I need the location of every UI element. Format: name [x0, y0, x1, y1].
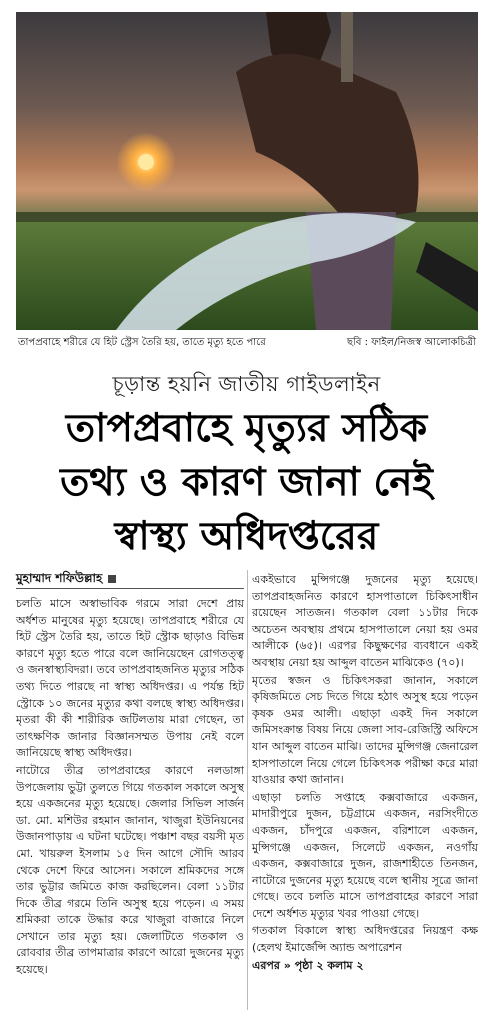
author-name: মুহাম্মাদ শফিউল্লাহ — [16, 571, 103, 585]
headline-line-2: তথ্য ও কারণ জানা নেই — [60, 460, 433, 505]
photo-illustration — [16, 12, 478, 330]
byline-rule — [16, 588, 244, 589]
photo-credit: ছবি : ফাইল/নিজস্ব আলোকচিত্রী — [347, 337, 476, 348]
paragraph: গতকাল বিকালে স্বাস্থ্য অধিদপ্তরের নিয়ন্ত্রণ কক্ষ (হেলথ ইমার্জেন্সি অ্যান্ড অপারেশন — [252, 924, 478, 955]
headline-line-3: স্বাস্থ্য অধিদপ্তরের — [114, 514, 379, 559]
man-body — [236, 54, 419, 222]
paragraph: নাটোরে তীব্র তাপপ্রবাহের কারণে নলডাঙ্গা উপজেলায় ভুট্টা তুলতে গিয়ে গতকাল সকালে অসুস্থ হয়ে একজনের মৃত্যু হয়েছে। জেলার সিভিল সার্জন ডা. মো. মশিউর রহমান জানান, খাজুরা ইউনিয়নের উজানপাড়ায় এ ঘটনা ঘটেছে। পঞ্চাশ বছর বয়সী মৃত মো. খায়রুল ইসলাম ১৫ দিন আগে সৌদি আরব থেকে দেশে ফিরে আসেন। সকালে শ্রমিকদের সঙ্গে তার ভুট্টার জমিতে কাজ করছিলেন। বেলা ১১টার দিকে তীব্র গরমে তিনি অসুস্থ হয়ে পড়েন। এ সময় শ্রমিকরা তাকে উদ্ধার করে খাজুরা বাজারে নিলে সেখানে তার মৃত্যু হয়। জেলাটিতে গতকাল ও রোববার তীব্র তাপমাত্রার কারণে আরো দুজনের মৃত্যু হয়েছে। — [16, 763, 244, 977]
kicker: চূড়ান্ত হয়নি জাতীয় গাইডলাইন — [112, 372, 381, 396]
headline-line-1: তাপপ্রবাহে মৃত্যুর সঠিক — [65, 406, 428, 451]
sun — [138, 154, 154, 170]
headline — [10, 402, 483, 564]
byline — [16, 570, 244, 590]
caption-text: তাপপ্রবাহে শরীরে যে হিট স্ট্রেস তৈরি হয়, তাতে মৃত্যু হতে পারে — [18, 337, 266, 348]
article-column-right — [252, 572, 478, 975]
paragraph: চলতি মাসে অস্বাভাবিক গরমে সারা দেশে প্রায় অর্ধশত মানুষের মৃত্যু হয়েছে। তাপপ্রবাহে শরীরে যে হিট স্ট্রেস তৈরি হয়, তাতে হিট স্ট্রোক ছাড়াও বিভিন্ন কারণে মৃত্যু হতে পারে বলে জানিয়েছেন রোগতত্ত্ব ও জনস্বাস্থ্যবিদরা। তবে তাপপ্রবাহজনিত মৃত্যুর সঠিক তথ্য দিতে পারছে না স্বাস্থ্য অধিদপ্তর। এ পর্যন্ত হিট স্ট্রোকে ১০ জনের মৃত্যুর কথা বলছে স্বাস্থ্য অধিদপ্তর। মৃতরা কী কী শারীরিক জটিলতায় মারা গেছেন, তা তাৎক্ষণিক জানার বিজ্ঞানসম্মত উপায় নেই বলে জানিয়েছে স্বাস্থ্য অধিদপ্তর। — [16, 597, 244, 760]
paragraph: একইভাবে মুন্সিগঞ্জে দুজনের মৃত্যু হয়েছে। তাপপ্রবাহজনিত কারণে হাসপাতালে চিকিৎসাধীন রয়েছেন সাতজন। গতকাল বেলা ১১টার দিকে অচেতন অবস্থায় প্রথমে হাসপাতালে নেয়া হয় ওমর আলীকে (৬৫)। এরপর কিছুক্ষণের ব্যবধানে একই অবস্থায় নেয়া হয় আব্দুল বাতেন মাঝিকেও (৭০)। — [252, 573, 478, 669]
photo-caption — [16, 333, 478, 349]
article-column-left — [16, 596, 244, 980]
paragraph: মৃতের স্বজন ও চিকিৎসকরা জানান, সকালে কৃষিজমিতে সেচ দিতে গিয়ে হঠাৎ অসুস্থ হয়ে পড়েন কৃষক ওমর আলী। এছাড়া একই দিন সকালে জমিসংক্রান্ত বিষয় নিয়ে জেলা সাব-রেজিস্ট্রি অফিসে যান আব্দুল বাতেন মাঝি। তাদের মুন্সিগঞ্জ জেনারেল হাসপাতালে নিয়ে গেলে চিকিৎসক পরীক্ষা করে মারা যাওয়ার কথা জানান। — [252, 673, 478, 787]
byline-square-icon — [108, 575, 116, 583]
column-divider — [247, 570, 248, 1010]
news-photo — [16, 12, 478, 330]
paragraph: এছাড়া চলতি সপ্তাহে কক্সবাজারে একজন, মাদারীপুরে দুজন, চট্টগ্রামে একজন, নরসিংদীতে একজন, চাঁদপুরে একজন, বরিশালে একজন, মুন্সিগঞ্জে একজন, সিলেটে একজন, নওগাঁয় একজন, কক্সবাজারে দুজন, রাজশাহীতে তিনজন, নাটোরে দুজনের মৃত্যু হয়েছে বলে স্থানীয় সূত্রে জানা গেছে। তবে চলতি মাসে তাপপ্রবাহের কারণে সারা দেশে অর্ধশত মৃত্যুর খবর পাওয়া গেছে। — [252, 790, 478, 920]
continued-on-page: এরপর » পৃষ্ঠা ২ কলাম ২ — [252, 958, 364, 972]
